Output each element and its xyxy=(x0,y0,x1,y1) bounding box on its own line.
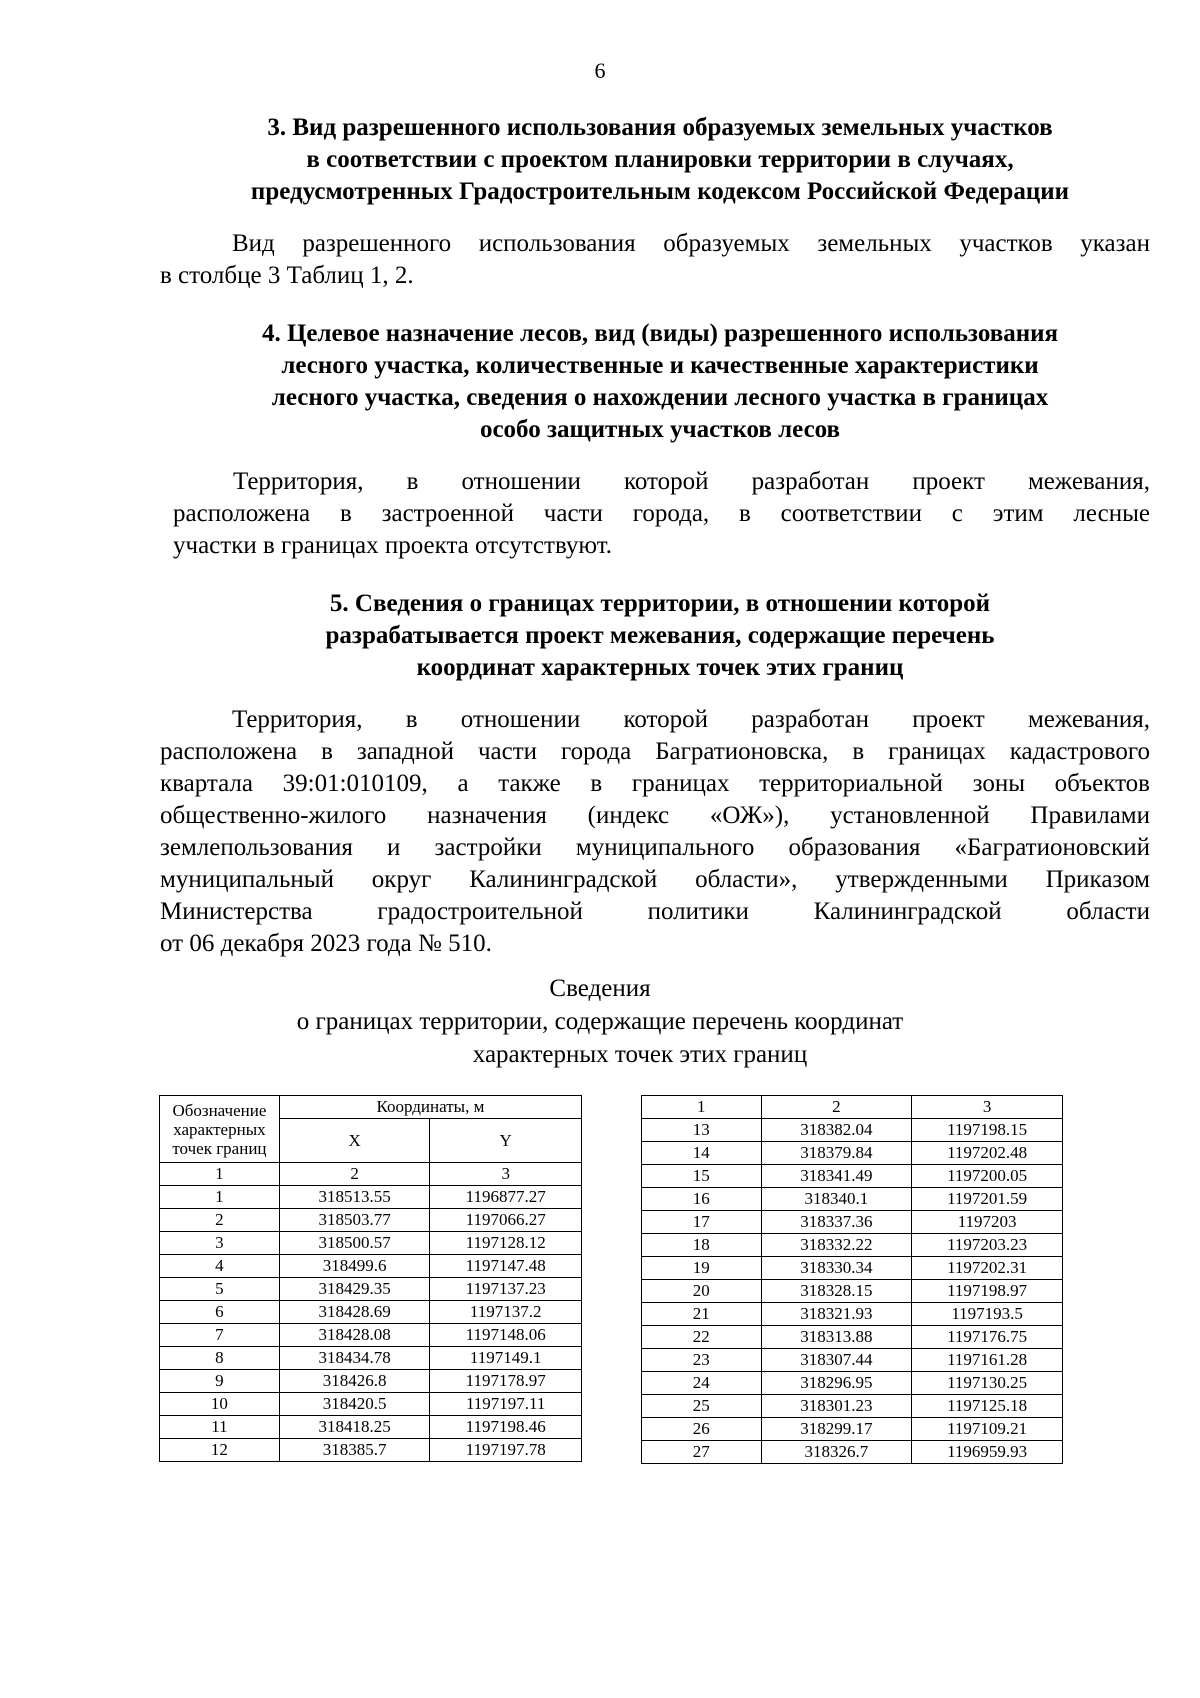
paragraph-line: квартала 39:01:010109, а также в границах территориальной зоны объектов xyxy=(160,770,1150,797)
table-row xyxy=(642,1211,1063,1234)
table-row xyxy=(642,1372,1063,1395)
y-coordinate-cell: 1197066.27 xyxy=(430,1209,582,1232)
header-coordinates: Координаты, м xyxy=(279,1096,581,1119)
x-coordinate-cell: 318382.04 xyxy=(761,1119,912,1142)
x-coordinate-cell: 318299.17 xyxy=(761,1418,912,1441)
x-coordinate-cell: 318426.8 xyxy=(279,1370,430,1393)
y-coordinate-cell: 1197148.06 xyxy=(430,1324,582,1347)
table-row xyxy=(642,1257,1063,1280)
column-number: 1 xyxy=(160,1163,280,1186)
point-number-cell: 22 xyxy=(642,1326,762,1349)
table-row xyxy=(160,1370,582,1393)
table-row xyxy=(160,1393,582,1416)
point-number-cell: 4 xyxy=(160,1255,280,1278)
table-row xyxy=(642,1188,1063,1211)
point-number-cell: 9 xyxy=(160,1370,280,1393)
y-coordinate-cell: 1197198.46 xyxy=(430,1416,582,1439)
section-5-heading xyxy=(160,588,1160,684)
point-number-cell: 27 xyxy=(642,1441,762,1464)
y-coordinate-cell: 1197161.28 xyxy=(912,1349,1063,1372)
point-number-cell: 15 xyxy=(642,1165,762,1188)
section-4-paragraph xyxy=(173,466,1150,562)
x-coordinate-cell: 318307.44 xyxy=(761,1349,912,1372)
table-row xyxy=(160,1209,582,1232)
y-coordinate-cell: 1197201.59 xyxy=(912,1188,1063,1211)
heading-line: в соответствии с проектом планировки территории в случаях, xyxy=(306,146,1014,173)
x-coordinate-cell: 318328.15 xyxy=(761,1280,912,1303)
x-coordinate-cell: 318296.95 xyxy=(761,1372,912,1395)
caption-line: о границах территории, содержащие перечень координат xyxy=(296,1008,904,1035)
y-coordinate-cell: 1197137.2 xyxy=(430,1301,582,1324)
x-coordinate-cell: 318418.25 xyxy=(279,1416,430,1439)
paragraph-line: в столбце 3 Таблиц 1, 2. xyxy=(160,262,414,289)
column-number: 3 xyxy=(430,1163,582,1186)
x-coordinate-cell: 318434.78 xyxy=(279,1347,430,1370)
x-coordinate-cell: 318313.88 xyxy=(761,1326,912,1349)
y-coordinate-cell: 1197125.18 xyxy=(912,1395,1063,1418)
y-coordinate-cell: 1196877.27 xyxy=(430,1186,582,1209)
table-row xyxy=(160,1232,582,1255)
point-number-cell: 14 xyxy=(642,1142,762,1165)
x-coordinate-cell: 318420.5 xyxy=(279,1393,430,1416)
x-coordinate-cell: 318500.57 xyxy=(279,1232,430,1255)
column-number: 2 xyxy=(279,1163,430,1186)
point-number-cell: 8 xyxy=(160,1347,280,1370)
point-number-cell: 18 xyxy=(642,1234,762,1257)
y-coordinate-cell: 1197202.48 xyxy=(912,1142,1063,1165)
coordinates-table-right xyxy=(641,1095,1063,1464)
y-coordinate-cell: 1197198.15 xyxy=(912,1119,1063,1142)
x-coordinate-cell: 318429.35 xyxy=(279,1278,430,1301)
x-coordinate-cell: 318385.7 xyxy=(279,1439,430,1462)
heading-line: разрабатывается проект межевания, содержащие перечень xyxy=(325,622,995,649)
point-number-cell: 17 xyxy=(642,1211,762,1234)
point-number-cell: 20 xyxy=(642,1280,762,1303)
point-number-cell: 19 xyxy=(642,1257,762,1280)
y-coordinate-cell: 1197137.23 xyxy=(430,1278,582,1301)
table-row xyxy=(642,1349,1063,1372)
paragraph-line: Вид разрешенного использования образуемых земельных участков указан xyxy=(232,230,1150,257)
point-number-cell: 26 xyxy=(642,1418,762,1441)
table-row xyxy=(160,1255,582,1278)
point-number-cell: 16 xyxy=(642,1188,762,1211)
section-4-heading xyxy=(160,318,1160,446)
page-number: 6 xyxy=(594,58,606,83)
heading-line: 5. Сведения о границах территории, в отношении которой xyxy=(329,590,991,617)
table-row xyxy=(642,1165,1063,1188)
y-coordinate-cell: 1197197.11 xyxy=(430,1393,582,1416)
x-coordinate-cell: 318321.93 xyxy=(761,1303,912,1326)
paragraph-line: общественно-жилого назначения (индекс «ОЖ»), установленной Правилами xyxy=(160,802,1150,829)
table-row xyxy=(642,1142,1063,1165)
x-coordinate-cell: 318337.36 xyxy=(761,1211,912,1234)
heading-line: предусмотренных Градостроительным кодексом Российской Федерации xyxy=(250,178,1070,205)
x-coordinate-cell: 318326.7 xyxy=(761,1441,912,1464)
heading-line: 3. Вид разрешенного использования образуемых земельных участков xyxy=(267,114,1053,141)
x-coordinate-cell: 318332.22 xyxy=(761,1234,912,1257)
paragraph-line: землепользования и застройки муниципального образования «Багратионовский xyxy=(160,834,1150,861)
x-coordinate-cell: 318503.77 xyxy=(279,1209,430,1232)
paragraph-line: муниципальный округ Калининградской области», утвержденными Приказом xyxy=(160,866,1150,893)
section-3-heading xyxy=(160,112,1160,208)
y-coordinate-cell: 1197203.23 xyxy=(912,1234,1063,1257)
paragraph-line: расположена в застроенной части города, в соответствии с этим лесные xyxy=(173,500,1150,527)
column-number: 1 xyxy=(642,1096,762,1119)
caption-line: характерных точек этих границ xyxy=(472,1041,808,1068)
heading-line: координат характерных точек этих границ xyxy=(416,654,904,681)
heading-line: лесного участка, количественные и качественные характеристики xyxy=(281,352,1039,379)
table-row xyxy=(642,1234,1063,1257)
table-row xyxy=(160,1347,582,1370)
y-coordinate-cell: 1197130.25 xyxy=(912,1372,1063,1395)
section-5-paragraph xyxy=(160,704,1150,960)
point-number-cell: 11 xyxy=(160,1416,280,1439)
point-number-cell: 7 xyxy=(160,1324,280,1347)
column-number: 2 xyxy=(761,1096,912,1119)
point-number-cell: 10 xyxy=(160,1393,280,1416)
y-coordinate-cell: 1197193.5 xyxy=(912,1303,1063,1326)
y-coordinate-cell: 1197198.97 xyxy=(912,1280,1063,1303)
table-row xyxy=(642,1418,1063,1441)
point-number-cell: 1 xyxy=(160,1186,280,1209)
x-coordinate-cell: 318330.34 xyxy=(761,1257,912,1280)
heading-line: 4. Целевое назначение лесов, вид (виды) разрешенного использования xyxy=(261,320,1059,347)
table-row xyxy=(160,1324,582,1347)
x-coordinate-cell: 318513.55 xyxy=(279,1186,430,1209)
heading-line: особо защитных участков лесов xyxy=(479,416,841,443)
paragraph-line: Территория, в отношении которой разработан проект межевания, xyxy=(232,706,1150,733)
table-row xyxy=(160,1278,582,1301)
header-point-designation: Обозначение характерных точек границ xyxy=(160,1096,280,1163)
point-number-cell: 5 xyxy=(160,1278,280,1301)
table-row xyxy=(160,1186,582,1209)
y-coordinate-cell: 1197197.78 xyxy=(430,1439,582,1462)
paragraph-line: расположена в западной части города Багратионовска, в границах кадастрового xyxy=(160,738,1150,765)
point-number-cell: 21 xyxy=(642,1303,762,1326)
table-row xyxy=(642,1119,1063,1142)
y-coordinate-cell: 1197203 xyxy=(912,1211,1063,1234)
paragraph-line: Территория, в отношении которой разработан проект межевания, xyxy=(233,468,1150,495)
y-coordinate-cell: 1197202.31 xyxy=(912,1257,1063,1280)
table-row xyxy=(642,1280,1063,1303)
y-coordinate-cell: 1196959.93 xyxy=(912,1441,1063,1464)
table-row xyxy=(642,1395,1063,1418)
point-number-cell: 12 xyxy=(160,1439,280,1462)
y-coordinate-cell: 1197149.1 xyxy=(430,1347,582,1370)
point-number-cell: 25 xyxy=(642,1395,762,1418)
header-y: Y xyxy=(430,1119,582,1163)
paragraph-line: Министерства градостроительной политики Калининградской области xyxy=(160,898,1150,925)
caption-line: Сведения xyxy=(549,975,651,1002)
heading-line: лесного участка, сведения о нахождении лесного участка в границах xyxy=(271,384,1049,411)
y-coordinate-cell: 1197200.05 xyxy=(912,1165,1063,1188)
y-coordinate-cell: 1197109.21 xyxy=(912,1418,1063,1441)
table-row xyxy=(160,1301,582,1324)
y-coordinate-cell: 1197176.75 xyxy=(912,1326,1063,1349)
point-number-cell: 24 xyxy=(642,1372,762,1395)
y-coordinate-cell: 1197128.12 xyxy=(430,1232,582,1255)
column-number: 3 xyxy=(912,1096,1063,1119)
x-coordinate-cell: 318428.69 xyxy=(279,1301,430,1324)
table-row xyxy=(160,1416,582,1439)
x-coordinate-cell: 318301.23 xyxy=(761,1395,912,1418)
y-coordinate-cell: 1197147.48 xyxy=(430,1255,582,1278)
point-number-cell: 6 xyxy=(160,1301,280,1324)
x-coordinate-cell: 318341.49 xyxy=(761,1165,912,1188)
point-number-cell: 23 xyxy=(642,1349,762,1372)
paragraph-line: участки в границах проекта отсутствуют. xyxy=(173,532,613,559)
point-number-cell: 3 xyxy=(160,1232,280,1255)
y-coordinate-cell: 1197178.97 xyxy=(430,1370,582,1393)
x-coordinate-cell: 318340.1 xyxy=(761,1188,912,1211)
coordinates-table-left xyxy=(159,1095,582,1462)
x-coordinate-cell: 318499.6 xyxy=(279,1255,430,1278)
x-coordinate-cell: 318379.84 xyxy=(761,1142,912,1165)
table-row xyxy=(642,1441,1063,1464)
table-row xyxy=(160,1439,582,1462)
table-row xyxy=(642,1303,1063,1326)
x-coordinate-cell: 318428.08 xyxy=(279,1324,430,1347)
table-row xyxy=(642,1326,1063,1349)
point-number-cell: 2 xyxy=(160,1209,280,1232)
paragraph-line: от 06 декабря 2023 года № 510. xyxy=(160,930,492,957)
point-number-cell: 13 xyxy=(642,1119,762,1142)
header-x: X xyxy=(279,1119,430,1163)
section-3-paragraph xyxy=(160,228,1150,292)
